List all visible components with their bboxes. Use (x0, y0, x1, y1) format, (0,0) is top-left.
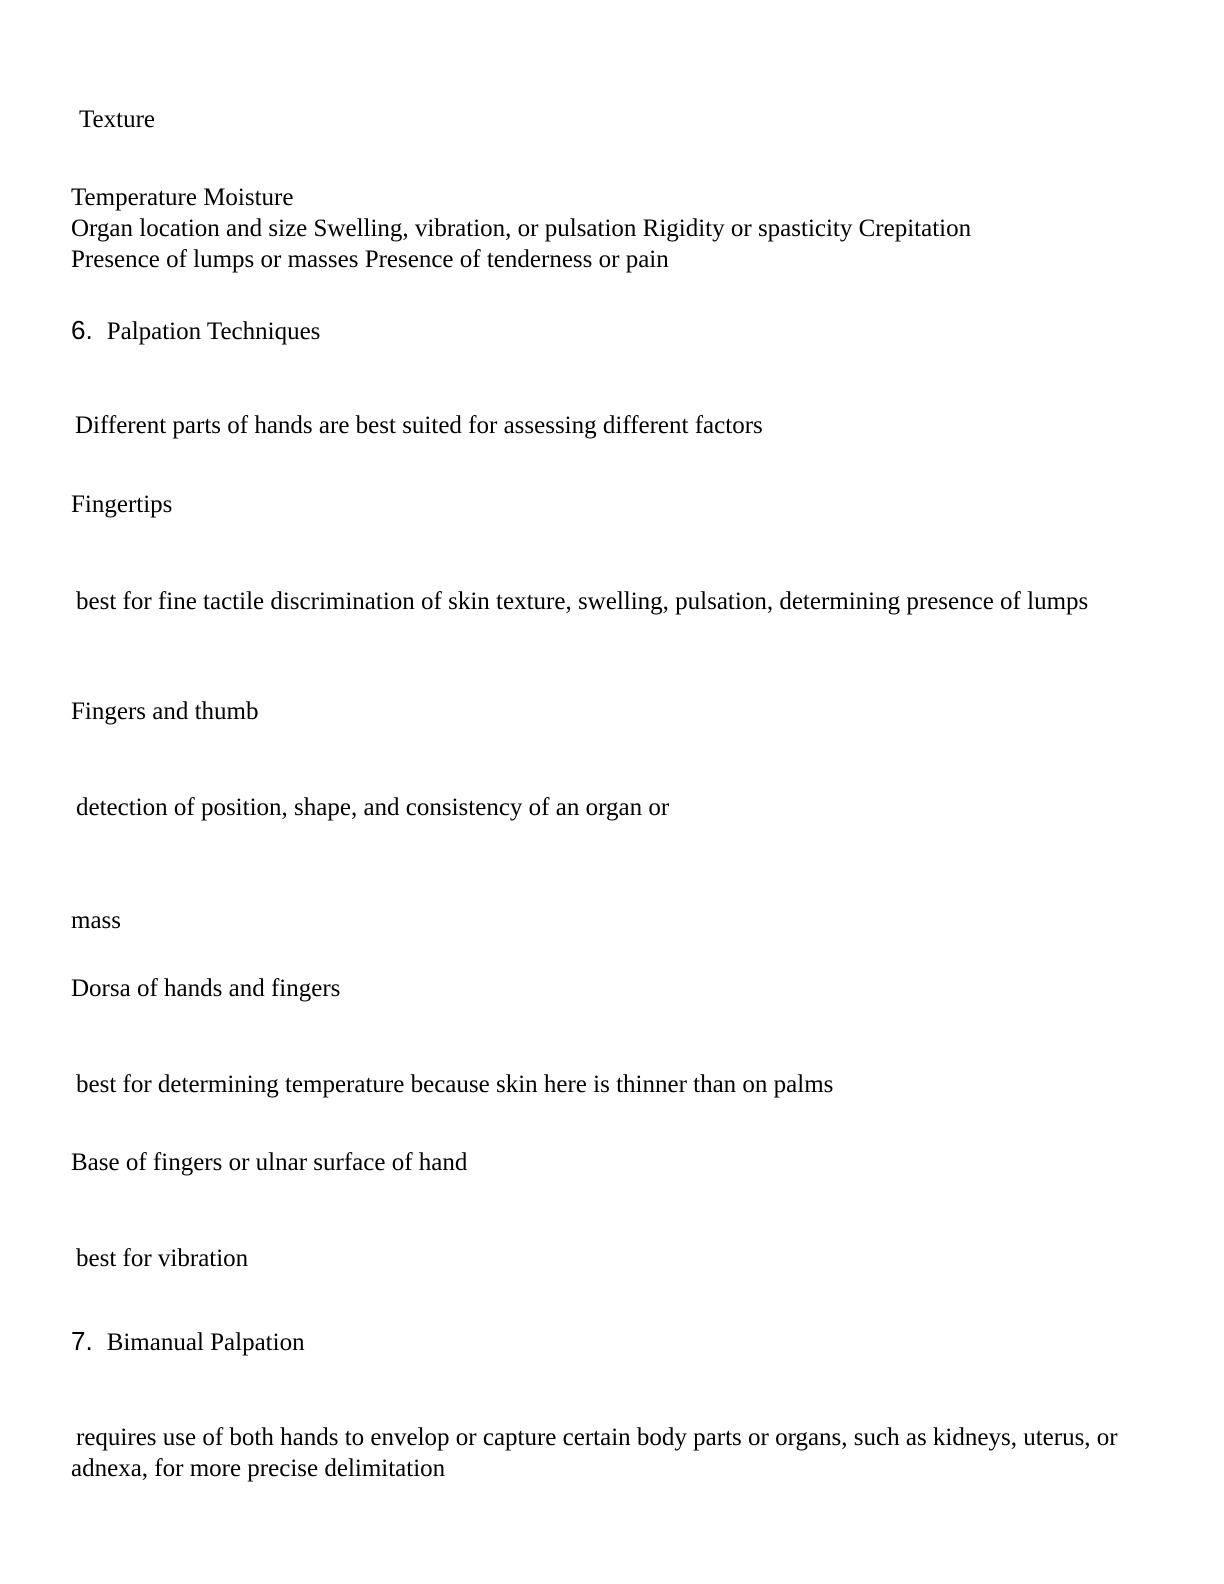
section-6-title: Palpation Techniques (106, 318, 321, 345)
section-6-number: 6. (71, 315, 93, 345)
organ-location-line: Organ location and size Swelling, vibration, or pulsation Rigidity or spasticity Crepitation (71, 215, 972, 242)
bimanual-desc: requires use of both hands to envelop or capture certain body parts or organs, such as kidneys, uterus, or adnexa, for more precise delimitation (71, 1424, 1118, 1482)
section-7-number: 7. (71, 1326, 93, 1356)
temperature-moisture-line: Temperature Moisture (71, 184, 294, 211)
fingertips-term: Fingertips (71, 491, 173, 518)
base-fingers-desc: best for vibration (76, 1245, 249, 1272)
fingertips-desc: best for fine tactile discrimination of skin texture, swelling, pulsation, determining presence of lumps (76, 588, 1089, 615)
base-fingers-term: Base of fingers or ulnar surface of hand (71, 1149, 468, 1176)
texture-line: Texture (79, 106, 155, 133)
section-7-heading (71, 1326, 305, 1358)
fingers-thumb-desc-continued: mass (71, 907, 121, 934)
fingers-thumb-desc: detection of position, shape, and consistency of an organ or (76, 794, 670, 821)
section-7-title: Bimanual Palpation (106, 1329, 305, 1356)
section-6-heading (71, 315, 320, 347)
fingers-thumb-term: Fingers and thumb (71, 698, 259, 725)
dorsa-desc: best for determining temperature because skin here is thinner than on palms (76, 1071, 834, 1098)
dorsa-term: Dorsa of hands and fingers (71, 975, 341, 1002)
presence-line: Presence of lumps or masses Presence of tenderness or pain (71, 246, 669, 273)
intro-text: Different parts of hands are best suited for assessing different factors (75, 412, 763, 439)
